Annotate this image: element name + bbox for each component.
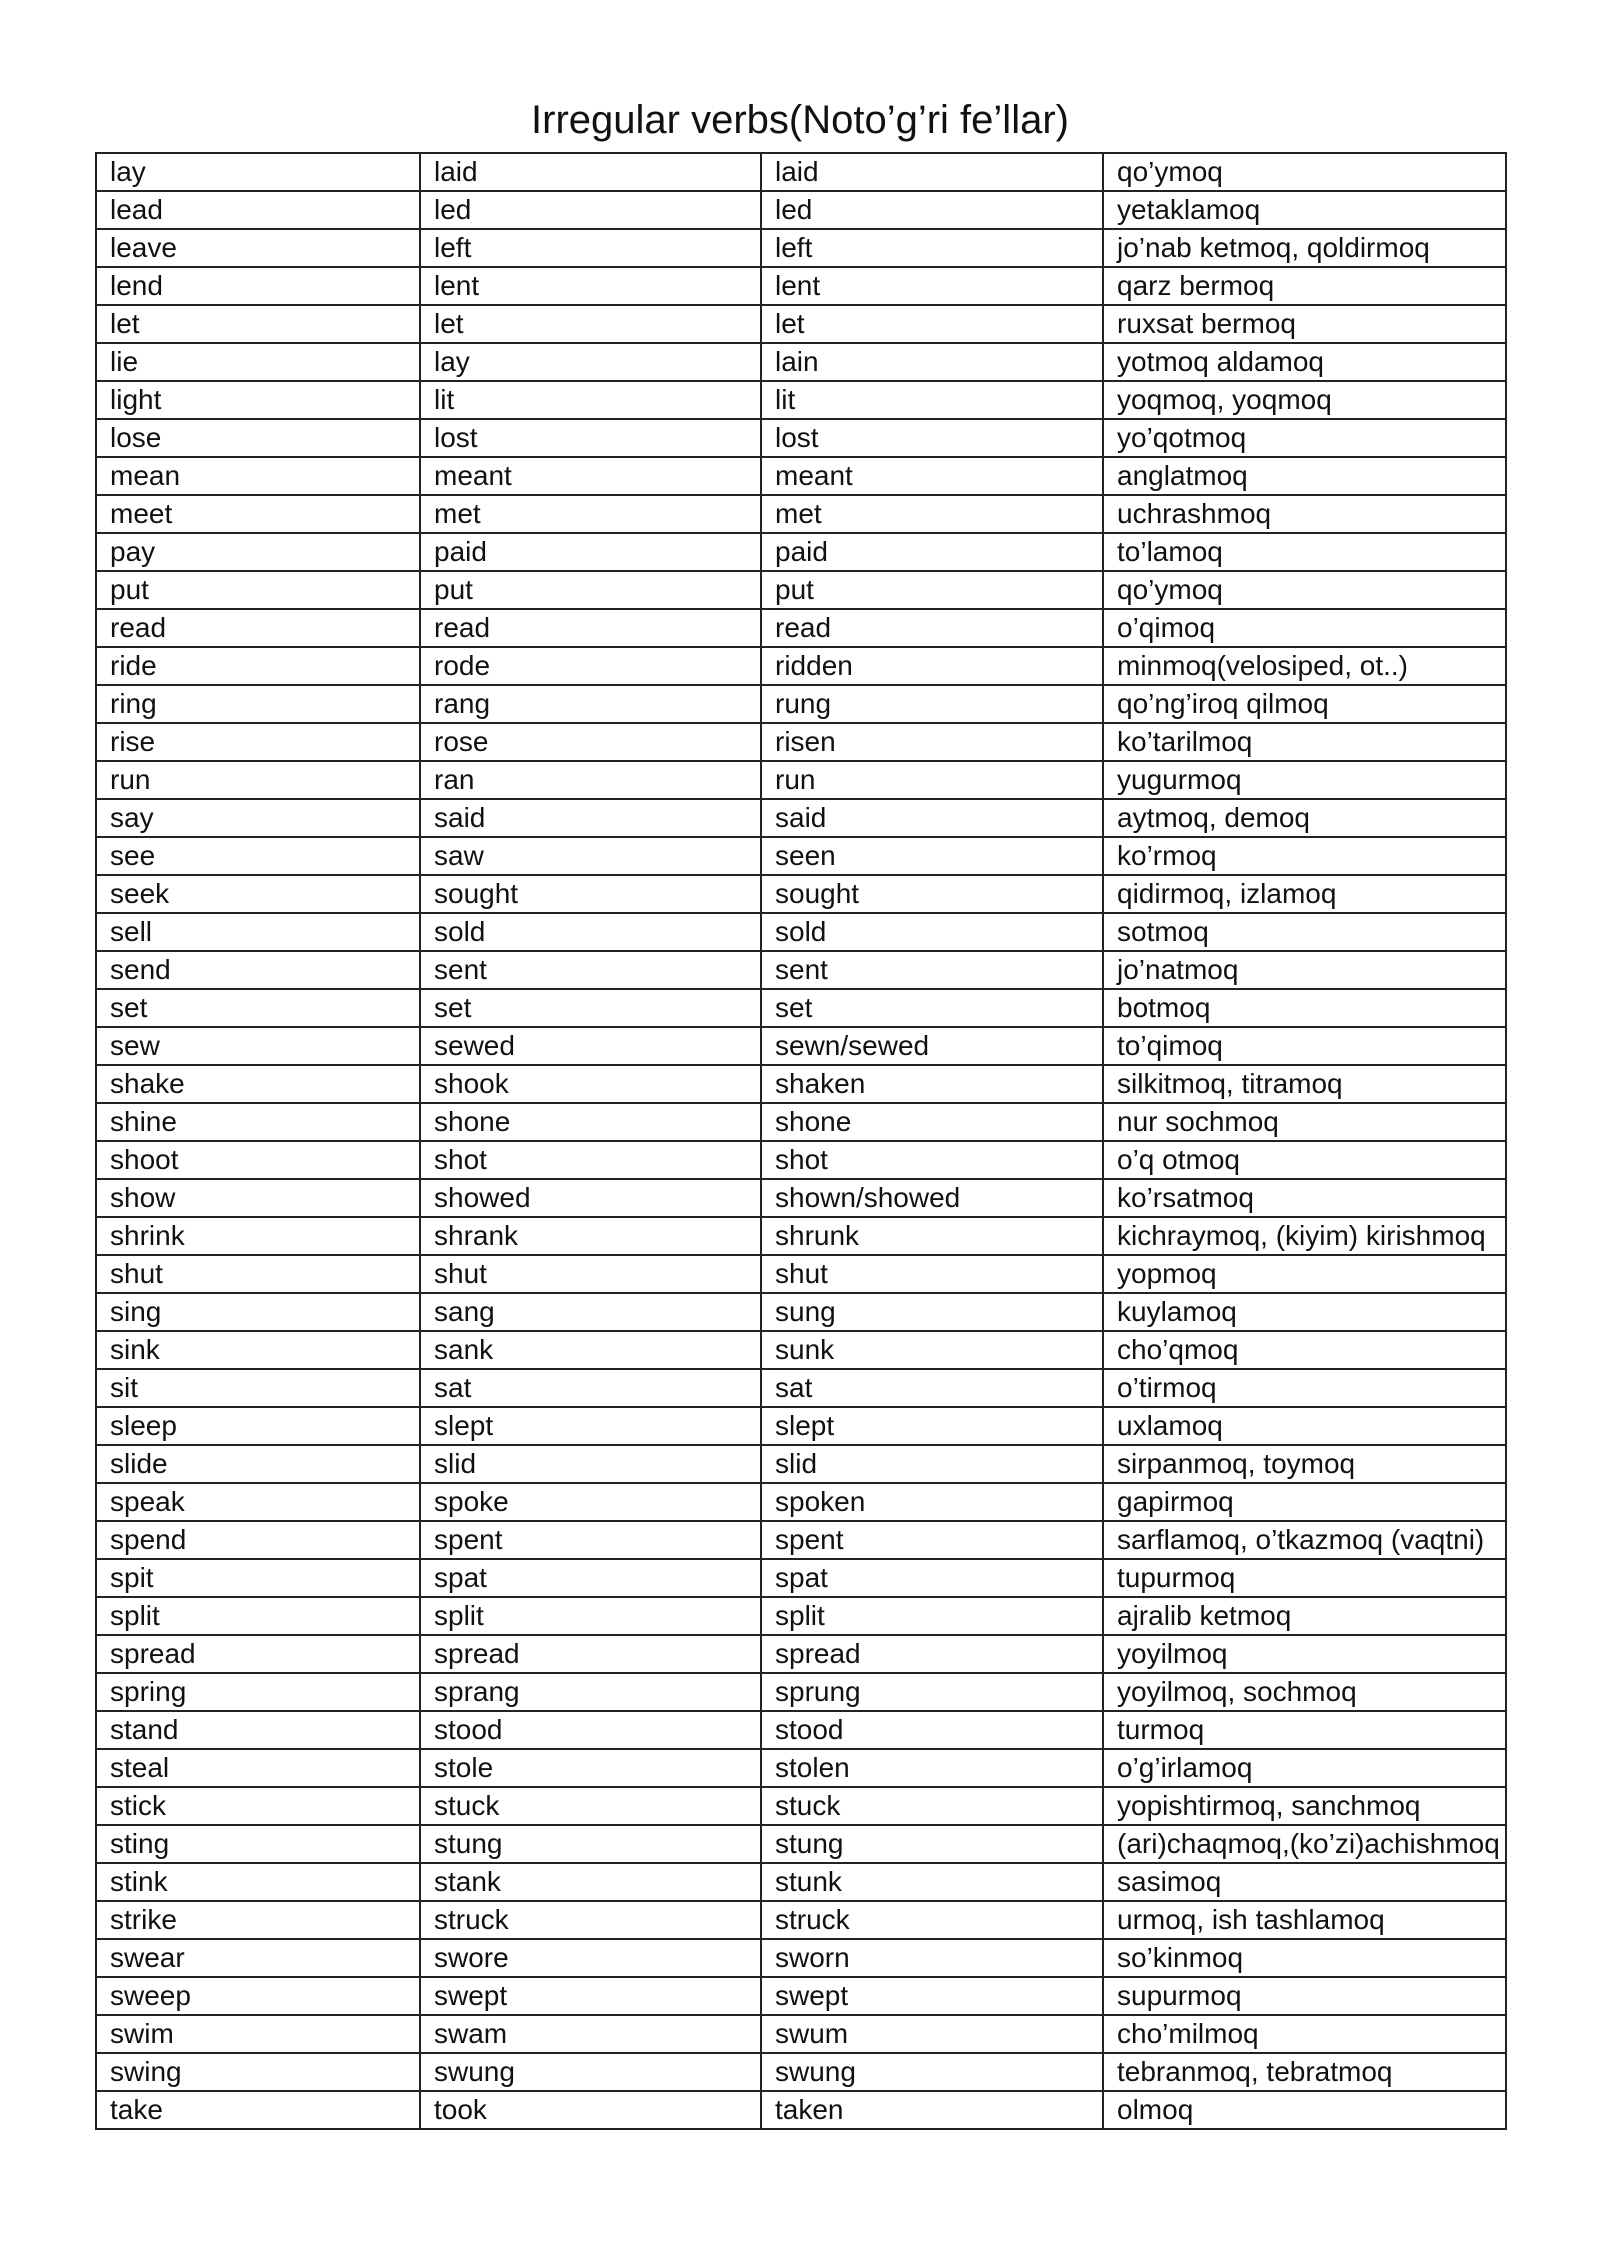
translation-cell: yoyilmoq, sochmoq: [1103, 1673, 1506, 1711]
past-participle-cell: spoken: [761, 1483, 1103, 1521]
translation-cell: jo’natmoq: [1103, 951, 1506, 989]
base-form-cell: sit: [96, 1369, 420, 1407]
past-simple-cell: sought: [420, 875, 761, 913]
translation-cell: minmoq(velosiped, ot..): [1103, 647, 1506, 685]
table-row: [96, 1749, 1506, 1787]
base-form-cell: rise: [96, 723, 420, 761]
base-form-cell: ring: [96, 685, 420, 723]
past-participle-cell: sung: [761, 1293, 1103, 1331]
past-simple-cell: sat: [420, 1369, 761, 1407]
base-form-cell: steal: [96, 1749, 420, 1787]
past-simple-cell: stank: [420, 1863, 761, 1901]
past-simple-cell: spoke: [420, 1483, 761, 1521]
table-row: [96, 2015, 1506, 2053]
past-participle-cell: run: [761, 761, 1103, 799]
translation-cell: kuylamoq: [1103, 1293, 1506, 1331]
past-participle-cell: split: [761, 1597, 1103, 1635]
past-simple-cell: swore: [420, 1939, 761, 1977]
base-form-cell: read: [96, 609, 420, 647]
base-form-cell: send: [96, 951, 420, 989]
base-form-cell: mean: [96, 457, 420, 495]
past-participle-cell: stung: [761, 1825, 1103, 1863]
table-row: [96, 837, 1506, 875]
translation-cell: yoqmoq, yoqmoq: [1103, 381, 1506, 419]
past-participle-cell: lost: [761, 419, 1103, 457]
past-participle-cell: risen: [761, 723, 1103, 761]
translation-cell: uxlamoq: [1103, 1407, 1506, 1445]
table-row: [96, 1293, 1506, 1331]
past-participle-cell: laid: [761, 153, 1103, 191]
base-form-cell: lend: [96, 267, 420, 305]
past-simple-cell: said: [420, 799, 761, 837]
past-participle-cell: lent: [761, 267, 1103, 305]
base-form-cell: see: [96, 837, 420, 875]
table-row: [96, 571, 1506, 609]
past-simple-cell: rose: [420, 723, 761, 761]
past-simple-cell: spent: [420, 1521, 761, 1559]
base-form-cell: lay: [96, 153, 420, 191]
past-participle-cell: shown/showed: [761, 1179, 1103, 1217]
base-form-cell: sew: [96, 1027, 420, 1065]
translation-cell: sarflamoq, o’tkazmoq (vaqtni): [1103, 1521, 1506, 1559]
base-form-cell: split: [96, 1597, 420, 1635]
table-row: [96, 1407, 1506, 1445]
base-form-cell: set: [96, 989, 420, 1027]
past-participle-cell: shot: [761, 1141, 1103, 1179]
table-row: [96, 1141, 1506, 1179]
table-row: [96, 533, 1506, 571]
table-row: [96, 1673, 1506, 1711]
translation-cell: tupurmoq: [1103, 1559, 1506, 1597]
past-simple-cell: read: [420, 609, 761, 647]
table-row: [96, 1521, 1506, 1559]
past-participle-cell: sent: [761, 951, 1103, 989]
base-form-cell: shrink: [96, 1217, 420, 1255]
translation-cell: gapirmoq: [1103, 1483, 1506, 1521]
past-participle-cell: spread: [761, 1635, 1103, 1673]
base-form-cell: spit: [96, 1559, 420, 1597]
translation-cell: nur sochmoq: [1103, 1103, 1506, 1141]
base-form-cell: swear: [96, 1939, 420, 1977]
past-simple-cell: meant: [420, 457, 761, 495]
irregular-verbs-table: [95, 152, 1507, 2130]
past-participle-cell: set: [761, 989, 1103, 1027]
translation-cell: ko’rsatmoq: [1103, 1179, 1506, 1217]
table-row: [96, 1065, 1506, 1103]
translation-cell: so’kinmoq: [1103, 1939, 1506, 1977]
table-row: [96, 1597, 1506, 1635]
past-participle-cell: swept: [761, 1977, 1103, 2015]
past-simple-cell: sank: [420, 1331, 761, 1369]
past-participle-cell: seen: [761, 837, 1103, 875]
base-form-cell: run: [96, 761, 420, 799]
past-simple-cell: shook: [420, 1065, 761, 1103]
past-participle-cell: read: [761, 609, 1103, 647]
table-row: [96, 191, 1506, 229]
translation-cell: cho’qmoq: [1103, 1331, 1506, 1369]
base-form-cell: speak: [96, 1483, 420, 1521]
past-simple-cell: split: [420, 1597, 761, 1635]
table-row: [96, 1939, 1506, 1977]
past-simple-cell: slid: [420, 1445, 761, 1483]
past-simple-cell: sewed: [420, 1027, 761, 1065]
past-participle-cell: paid: [761, 533, 1103, 571]
past-participle-cell: let: [761, 305, 1103, 343]
base-form-cell: meet: [96, 495, 420, 533]
base-form-cell: sleep: [96, 1407, 420, 1445]
translation-cell: yugurmoq: [1103, 761, 1506, 799]
base-form-cell: seek: [96, 875, 420, 913]
base-form-cell: let: [96, 305, 420, 343]
translation-cell: jo’nab ketmoq, qoldirmoq: [1103, 229, 1506, 267]
table-row: [96, 2053, 1506, 2091]
table-row: [96, 305, 1506, 343]
verbs-table-body: [96, 153, 1506, 2129]
translation-cell: sasimoq: [1103, 1863, 1506, 1901]
table-row: [96, 989, 1506, 1027]
table-row: [96, 761, 1506, 799]
past-participle-cell: spat: [761, 1559, 1103, 1597]
past-participle-cell: sat: [761, 1369, 1103, 1407]
base-form-cell: stink: [96, 1863, 420, 1901]
translation-cell: yetaklamoq: [1103, 191, 1506, 229]
translation-cell: qo’ymoq: [1103, 153, 1506, 191]
past-simple-cell: stung: [420, 1825, 761, 1863]
past-simple-cell: rang: [420, 685, 761, 723]
translation-cell: tebranmoq, tebratmoq: [1103, 2053, 1506, 2091]
base-form-cell: strike: [96, 1901, 420, 1939]
translation-cell: o’q otmoq: [1103, 1141, 1506, 1179]
past-simple-cell: put: [420, 571, 761, 609]
base-form-cell: shut: [96, 1255, 420, 1293]
table-row: [96, 1977, 1506, 2015]
base-form-cell: shoot: [96, 1141, 420, 1179]
translation-cell: yo’qotmoq: [1103, 419, 1506, 457]
past-participle-cell: ridden: [761, 647, 1103, 685]
past-participle-cell: led: [761, 191, 1103, 229]
table-row: [96, 1331, 1506, 1369]
past-simple-cell: met: [420, 495, 761, 533]
base-form-cell: shine: [96, 1103, 420, 1141]
past-participle-cell: sunk: [761, 1331, 1103, 1369]
base-form-cell: leave: [96, 229, 420, 267]
translation-cell: to’qimoq: [1103, 1027, 1506, 1065]
base-form-cell: sink: [96, 1331, 420, 1369]
translation-cell: sirpanmoq, toymoq: [1103, 1445, 1506, 1483]
past-participle-cell: struck: [761, 1901, 1103, 1939]
past-simple-cell: sent: [420, 951, 761, 989]
base-form-cell: spend: [96, 1521, 420, 1559]
past-participle-cell: stunk: [761, 1863, 1103, 1901]
table-row: [96, 1635, 1506, 1673]
translation-cell: uchrashmoq: [1103, 495, 1506, 533]
table-row: [96, 1901, 1506, 1939]
past-participle-cell: lain: [761, 343, 1103, 381]
past-simple-cell: lit: [420, 381, 761, 419]
translation-cell: qidirmoq, izlamoq: [1103, 875, 1506, 913]
translation-cell: kichraymoq, (kiyim) kirishmoq: [1103, 1217, 1506, 1255]
table-row: [96, 229, 1506, 267]
translation-cell: silkitmoq, titramoq: [1103, 1065, 1506, 1103]
past-simple-cell: slept: [420, 1407, 761, 1445]
page-title: Irregular verbs(Noto’g’ri fe’llar): [531, 98, 1069, 142]
past-simple-cell: led: [420, 191, 761, 229]
past-participle-cell: shrunk: [761, 1217, 1103, 1255]
table-row: [96, 723, 1506, 761]
table-row: [96, 2091, 1506, 2129]
translation-cell: cho’milmoq: [1103, 2015, 1506, 2053]
base-form-cell: light: [96, 381, 420, 419]
base-form-cell: ride: [96, 647, 420, 685]
translation-cell: yotmoq aldamoq: [1103, 343, 1506, 381]
past-simple-cell: struck: [420, 1901, 761, 1939]
translation-cell: qo’ymoq: [1103, 571, 1506, 609]
past-participle-cell: swung: [761, 2053, 1103, 2091]
base-form-cell: sting: [96, 1825, 420, 1863]
past-simple-cell: sold: [420, 913, 761, 951]
table-row: [96, 1863, 1506, 1901]
past-simple-cell: showed: [420, 1179, 761, 1217]
past-simple-cell: swung: [420, 2053, 761, 2091]
table-row: [96, 1179, 1506, 1217]
past-participle-cell: meant: [761, 457, 1103, 495]
translation-cell: qarz bermoq: [1103, 267, 1506, 305]
past-participle-cell: slid: [761, 1445, 1103, 1483]
table-row: [96, 1787, 1506, 1825]
past-participle-cell: said: [761, 799, 1103, 837]
table-row: [96, 381, 1506, 419]
translation-cell: yopishtirmoq, sanchmoq: [1103, 1787, 1506, 1825]
past-participle-cell: sought: [761, 875, 1103, 913]
table-row: [96, 343, 1506, 381]
table-row: [96, 1027, 1506, 1065]
base-form-cell: sell: [96, 913, 420, 951]
translation-cell: ko’tarilmoq: [1103, 723, 1506, 761]
translation-cell: o’g’irlamoq: [1103, 1749, 1506, 1787]
base-form-cell: swing: [96, 2053, 420, 2091]
translation-cell: botmoq: [1103, 989, 1506, 1027]
past-simple-cell: stole: [420, 1749, 761, 1787]
base-form-cell: sing: [96, 1293, 420, 1331]
past-simple-cell: paid: [420, 533, 761, 571]
translation-cell: yoyilmoq: [1103, 1635, 1506, 1673]
past-simple-cell: left: [420, 229, 761, 267]
past-simple-cell: swept: [420, 1977, 761, 2015]
table-row: [96, 495, 1506, 533]
translation-cell: o’tirmoq: [1103, 1369, 1506, 1407]
base-form-cell: shake: [96, 1065, 420, 1103]
past-participle-cell: taken: [761, 2091, 1103, 2129]
translation-cell: aytmoq, demoq: [1103, 799, 1506, 837]
past-participle-cell: met: [761, 495, 1103, 533]
base-form-cell: lie: [96, 343, 420, 381]
translation-cell: ajralib ketmoq: [1103, 1597, 1506, 1635]
past-simple-cell: saw: [420, 837, 761, 875]
base-form-cell: spread: [96, 1635, 420, 1673]
translation-cell: anglatmoq: [1103, 457, 1506, 495]
past-simple-cell: lay: [420, 343, 761, 381]
past-simple-cell: swam: [420, 2015, 761, 2053]
translation-cell: turmoq: [1103, 1711, 1506, 1749]
translation-cell: supurmoq: [1103, 1977, 1506, 2015]
table-row: [96, 799, 1506, 837]
translation-cell: sotmoq: [1103, 913, 1506, 951]
table-row: [96, 647, 1506, 685]
translation-cell: (ari)chaqmoq,(ko’zi)achishmoq: [1103, 1825, 1506, 1863]
table-row: [96, 457, 1506, 495]
table-row: [96, 1103, 1506, 1141]
translation-cell: to’lamoq: [1103, 533, 1506, 571]
past-participle-cell: swum: [761, 2015, 1103, 2053]
table-row: [96, 875, 1506, 913]
base-form-cell: spring: [96, 1673, 420, 1711]
translation-cell: olmoq: [1103, 2091, 1506, 2129]
past-simple-cell: set: [420, 989, 761, 1027]
base-form-cell: stick: [96, 1787, 420, 1825]
past-participle-cell: lit: [761, 381, 1103, 419]
past-simple-cell: shrank: [420, 1217, 761, 1255]
base-form-cell: put: [96, 571, 420, 609]
past-simple-cell: spread: [420, 1635, 761, 1673]
past-simple-cell: spat: [420, 1559, 761, 1597]
base-form-cell: take: [96, 2091, 420, 2129]
past-participle-cell: left: [761, 229, 1103, 267]
past-simple-cell: sang: [420, 1293, 761, 1331]
past-participle-cell: sewn/sewed: [761, 1027, 1103, 1065]
table-row: [96, 1445, 1506, 1483]
past-simple-cell: rode: [420, 647, 761, 685]
table-row: [96, 153, 1506, 191]
past-participle-cell: rung: [761, 685, 1103, 723]
past-participle-cell: shut: [761, 1255, 1103, 1293]
past-simple-cell: shone: [420, 1103, 761, 1141]
past-participle-cell: put: [761, 571, 1103, 609]
past-simple-cell: stuck: [420, 1787, 761, 1825]
translation-cell: qo’ng’iroq qilmoq: [1103, 685, 1506, 723]
base-form-cell: sweep: [96, 1977, 420, 2015]
past-simple-cell: shut: [420, 1255, 761, 1293]
past-simple-cell: lent: [420, 267, 761, 305]
translation-cell: ruxsat bermoq: [1103, 305, 1506, 343]
past-simple-cell: laid: [420, 153, 761, 191]
past-simple-cell: ran: [420, 761, 761, 799]
base-form-cell: lead: [96, 191, 420, 229]
past-participle-cell: shaken: [761, 1065, 1103, 1103]
table-row: [96, 419, 1506, 457]
base-form-cell: swim: [96, 2015, 420, 2053]
past-simple-cell: shot: [420, 1141, 761, 1179]
table-row: [96, 913, 1506, 951]
past-participle-cell: stuck: [761, 1787, 1103, 1825]
past-participle-cell: sprung: [761, 1673, 1103, 1711]
past-participle-cell: stolen: [761, 1749, 1103, 1787]
translation-cell: ko’rmoq: [1103, 837, 1506, 875]
table-row: [96, 685, 1506, 723]
table-row: [96, 267, 1506, 305]
past-participle-cell: spent: [761, 1521, 1103, 1559]
past-simple-cell: lost: [420, 419, 761, 457]
translation-cell: urmoq, ish tashlamoq: [1103, 1901, 1506, 1939]
base-form-cell: pay: [96, 533, 420, 571]
base-form-cell: slide: [96, 1445, 420, 1483]
past-participle-cell: slept: [761, 1407, 1103, 1445]
translation-cell: yopmoq: [1103, 1255, 1506, 1293]
base-form-cell: stand: [96, 1711, 420, 1749]
table-row: [96, 1483, 1506, 1521]
translation-cell: o’qimoq: [1103, 609, 1506, 647]
past-simple-cell: sprang: [420, 1673, 761, 1711]
base-form-cell: lose: [96, 419, 420, 457]
past-participle-cell: shone: [761, 1103, 1103, 1141]
base-form-cell: say: [96, 799, 420, 837]
past-simple-cell: took: [420, 2091, 761, 2129]
base-form-cell: show: [96, 1179, 420, 1217]
table-row: [96, 951, 1506, 989]
table-row: [96, 1217, 1506, 1255]
past-participle-cell: sworn: [761, 1939, 1103, 1977]
table-row: [96, 1825, 1506, 1863]
table-row: [96, 1711, 1506, 1749]
past-simple-cell: let: [420, 305, 761, 343]
table-row: [96, 609, 1506, 647]
table-row: [96, 1369, 1506, 1407]
past-participle-cell: sold: [761, 913, 1103, 951]
table-row: [96, 1255, 1506, 1293]
table-row: [96, 1559, 1506, 1597]
past-simple-cell: stood: [420, 1711, 761, 1749]
past-participle-cell: stood: [761, 1711, 1103, 1749]
